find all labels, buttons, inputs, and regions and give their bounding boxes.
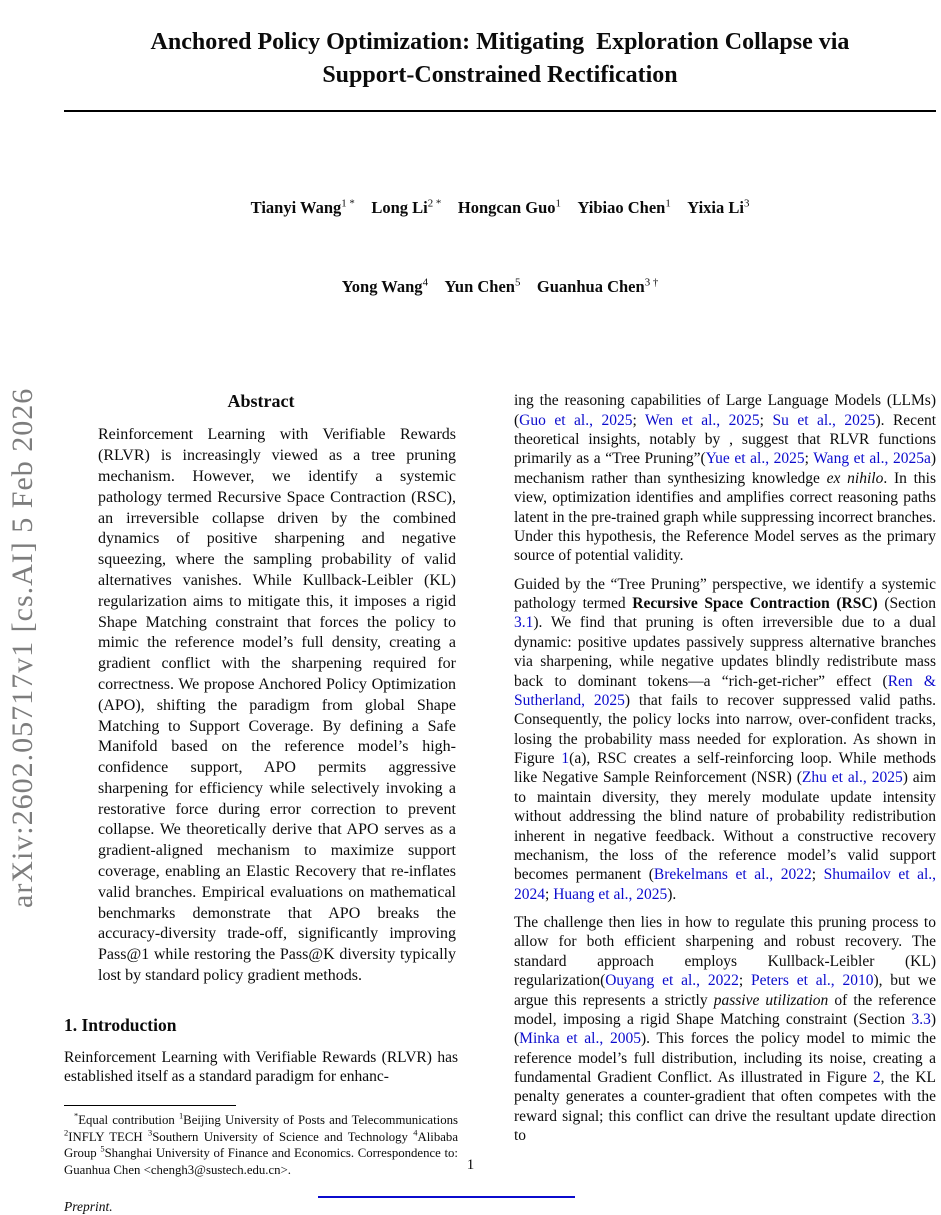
superscript: 1 xyxy=(665,197,671,210)
citation-link[interactable]: Su et al., 2025 xyxy=(772,411,876,429)
bold-text: Hongcan Guo xyxy=(457,198,556,217)
author-line-1 xyxy=(64,195,936,221)
paper-title-line-2: Support-Constrained Rectification xyxy=(322,62,678,89)
citation-link[interactable]: Zhu et al., 2025 xyxy=(801,769,903,787)
author-block xyxy=(64,142,936,353)
superscript: 3 xyxy=(743,197,750,210)
bold-text: Tianyi Wang xyxy=(250,198,342,217)
title-rule xyxy=(64,110,936,112)
citation-link[interactable]: 3.1 xyxy=(514,614,534,632)
two-column-body xyxy=(64,391,936,1215)
paragraph: ing the reasoning capabilities of Large Language Models (LLMs) (Guo et al., 2025; Wen et al., 2025; Su et al., 2025). Recent theoretical insights, notably by , suggest that RLVR functions primarily as a “Tree Pruning”(Yue et al., 2025; Wang et al., 2025a) mechanism rather than synthesizing knowledge ex nihilo. In this view, optimization identifies and amplifies correct reasoning paths latent in the pre-trained graph while suppressing incorrect branches. Under this hypothesis, the Reference Model serves as the primary source of potential validity. xyxy=(514,392,937,565)
italic-text: ex nihilo xyxy=(826,469,884,487)
citation-link[interactable]: Minka et al., 2005 xyxy=(519,1030,641,1048)
right-column xyxy=(514,391,936,1215)
superscript: 1 xyxy=(178,1110,184,1121)
citation-link[interactable]: 2 xyxy=(872,1069,881,1087)
citation-link[interactable]: Peters et al., 2010 xyxy=(751,972,874,990)
superscript: 5 xyxy=(100,1144,105,1155)
bold-text: Yun Chen xyxy=(444,277,515,297)
bold-text: Yibiao Chen xyxy=(577,198,666,217)
citation-link[interactable]: Shumailov et al., 2024 xyxy=(514,866,937,903)
superscript: 1 * xyxy=(341,197,355,210)
superscript: 2 xyxy=(64,1127,69,1138)
citation-link[interactable]: Huang et al., 2025 xyxy=(553,885,668,903)
author-line-2 xyxy=(64,274,936,300)
superscript: 3 xyxy=(147,1127,153,1138)
citation-link[interactable]: Ouyang et al., 2022 xyxy=(605,972,739,990)
paragraph: The challenge then lies in how to regulate this pruning process to allow for both efficient sharpening and robust recovery. The standard approach employs Kullback-Leibler (KL) regularization(Ouyang et al., 2022; Peters et al., 2010), but we argue this represents a strictly passive utilization of the reference model, imposing a rigid Shape Matching constraint (Section 3.3) (Minka et al., 2005). This forces the policy model to mimic the reference model’s full distribution, including its noise, creating a fundamental Gradient Conflict. As illustrated in Figure 2, the KL penalty generates a counter-gradient that often competes with the reward signal; this conflict can drive the resultant update direction to xyxy=(514,914,937,1145)
bold-text: Recursive Space Contraction (RSC) xyxy=(632,595,878,613)
abstract-text: Reinforcement Learning with Verifiable Rewards (RLVR) is increasingly viewed as a tree pruning mechanism. However, we identify a systemic pathology termed Recursive Space Contraction (RSC), an irreversible collapse driven by the combined dynamics of positive sharpening and negative squeezing, where the sampling probability of valid alternatives vanishes. While Kullback-Leibler (KL) regularization aims to mitigate this, it imposes a rigid Shape Matching constraint that forces the policy to mimic the reference model’s full density, creating a gradient conflict with the sharpening required for correctness. We propose Anchored Policy Optimization (APO), shifting the paradigm from global Shape Matching to Support Coverage. By defining a Safe Manifold based on the reference model’s high-confidence support, APO permits aggressive sharpening for efficiency while selectively invoking a restorative force during error correction to prevent collapse. We theoretically derive that APO serves as a gradient-aligned mechanism to maximize support coverage, enabling an Elastic Recovery that re-inflates valid branches. Empirical evaluations on mathematical benchmarks demonstrate that APO breaks the accuracy-diversity trade-off, significantly improving Pass@1 while restoring the Pass@K diversity typically lost by standard policy gradient methods. xyxy=(98,426,456,985)
citation-link[interactable]: Yue et al., 2025 xyxy=(705,450,805,468)
bold-text: Guanhua Chen xyxy=(536,277,645,297)
superscript: 5 xyxy=(514,276,521,289)
paragraph: Guided by the “Tree Pruning” perspective, we identify a systemic pathology termed Recursive Space Contraction (RSC) (Section 3.1). We find that pruning is often irreversible due to a dual dynamic: positive updates passively suppress alternative branches via sharpening, while negative updates blindly redistribute mass back to dominant tokens—a “rich-get-richer” effect (Ren & Sutherland, 2025) that fails to recover suppressed valid paths. Consequently, the policy locks into narrow, over-confident tracks, losing the probability mass needed for exploration. As shown in Figure 1(a), RSC creates a self-reinforcing loop. While methods like Negative Sample Reinforcement (NSR) (Zhu et al., 2025) aim to maintain diversity, they merely modulate update intensity without addressing the blind nature of probability redistribution inherent in negative feedback. Without a constructive recovery mechanism, the loss of the reference model’s valid support becomes permanent (Brekelmans et al., 2022; Shumailov et al., 2024; Huang et al., 2025). xyxy=(514,575,937,903)
superscript: * xyxy=(74,1110,79,1121)
preprint-notice: Preprint. xyxy=(64,1199,113,1215)
introduction-paragraph: Reinforcement Learning with Verifiable Rewards (RLVR) has established itself as a standard paradigm for enhanc- xyxy=(64,1048,458,1086)
citation-link[interactable]: Wang et al., 2025a xyxy=(813,450,931,468)
bold-text: Yixia Li xyxy=(687,198,744,217)
bold-text: Long Li xyxy=(371,198,428,217)
italic-text: passive utilization xyxy=(713,991,829,1009)
abstract-heading: Abstract xyxy=(227,391,295,412)
citation-link[interactable]: Guo et al., 2025 xyxy=(519,411,633,429)
left-column xyxy=(64,391,458,1215)
section-heading-introduction: 1. Introduction xyxy=(64,1014,177,1035)
footnote-rule xyxy=(64,1105,236,1106)
citation-link[interactable]: 3.3 xyxy=(911,1010,931,1028)
citation-link[interactable]: Wen et al., 2025 xyxy=(645,411,760,429)
superscript: 3 † xyxy=(644,276,659,289)
arxiv-watermark: arXiv:2602.05717v1 [cs.AI] 5 Feb 2026 xyxy=(6,387,39,908)
citation-link[interactable]: Ren & Sutherland, 2025 xyxy=(514,672,936,709)
page-number: 1 xyxy=(466,1157,475,1173)
superscript: 1 xyxy=(555,197,561,210)
superscript: 4 xyxy=(413,1127,418,1138)
bold-text: Yong Wang xyxy=(341,277,423,297)
footnote-text: *Equal contribution $^1$Beijing University of Posts and Telecommunications $^2$INFLY TECH $^3$Southern University of Science and Technology $^4$Alibaba Group $^5$Shanghai University of Finance and Economics. Correspondence to: Guanhua Chen <chengh3@sustech.edu.cn>. xyxy=(64,1110,459,1178)
superscript: 2 * xyxy=(427,197,442,210)
footer-link-rule xyxy=(318,1196,575,1198)
citation-link[interactable]: Brekelmans et al., 2022 xyxy=(653,866,812,884)
superscript: 4 xyxy=(422,276,428,289)
citation-link[interactable]: 1 xyxy=(561,750,570,768)
paper-title-line-1: Anchored Policy Optimization: Mitigating Exploration Collapse via xyxy=(150,29,850,55)
